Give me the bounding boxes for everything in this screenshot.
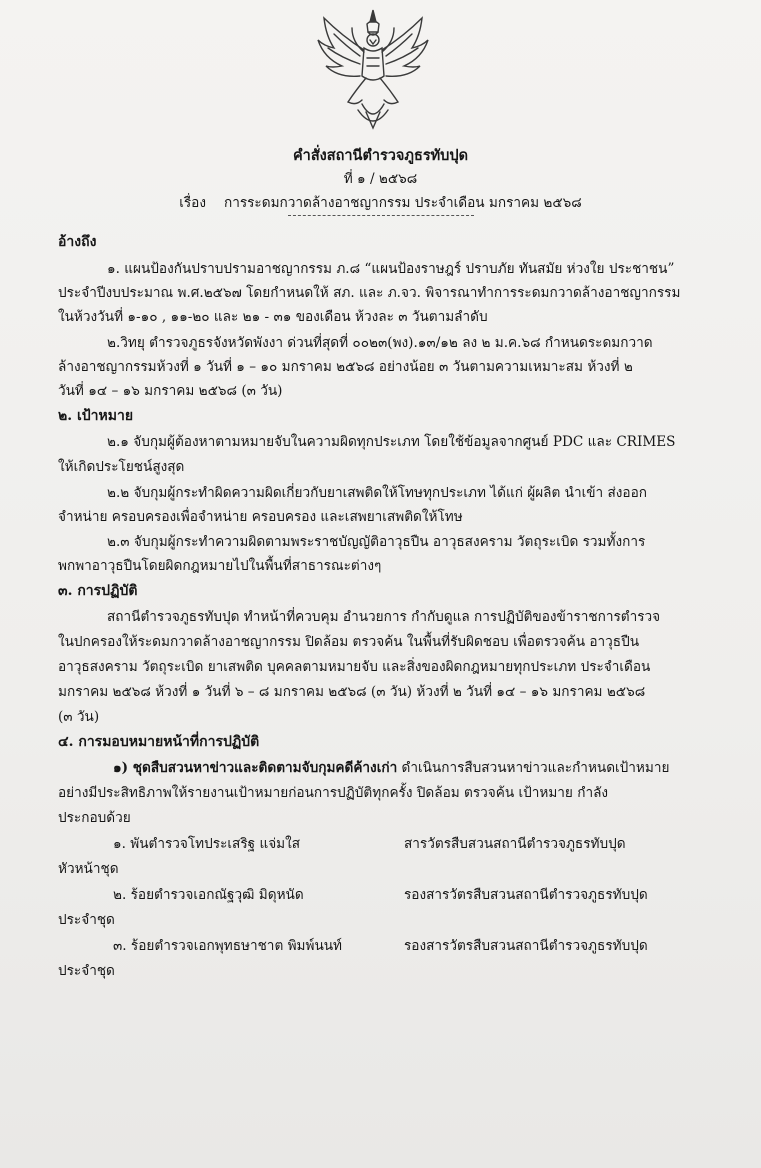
ref-line: ๒.วิทยุ ตำรวจภูธรจังหวัดพังงา ด่วนที่สุดที่ ๐๐๒๓(พง).๑๓/๑๒ ลง ๒ ม.ค.๖๘ กำหนดระดมกวาด: [107, 335, 653, 351]
order-number: ที่ ๑ / ๒๕๖๘: [343, 171, 418, 187]
operation-line: สถานีตำรวจภูธรทับปุด ทำหน้าที่ควบคุม อำนวยการ กำกับดูแล การปฏิบัติของข้าราชการตำรวจ: [107, 609, 661, 625]
order-subject: [0, 191, 761, 213]
member-role: หัวหน้าชุด: [58, 861, 119, 877]
unit-title: ๑) ชุดสืบสวนหาข่าวและติดตามจับกุมคดีค้างเก่า: [113, 760, 398, 776]
operation-line: อาวุธสงคราม วัตถุระเบิด ยาเสพติด บุคคลตามหมายจับ และสิ่งของผิดกฎหมายทุกประเภท ประจำเดือน: [58, 659, 651, 675]
member-name: ๑. พันตำรวจโทประเสริฐ แจ่มใส: [113, 836, 301, 852]
target-line: ๒.๑ จับกุมผู้ต้องหาตามหมายจับในความผิดทุกประเภท โดยใช้ข้อมูลจากศูนย์ PDC และ CRIMES: [107, 434, 676, 450]
member-position: รองสารวัตรสืบสวนสถานีตำรวจภูธรทับปุด: [404, 938, 648, 954]
target-line: จำหน่าย ครอบครองเพื่อจำหน่าย ครอบครอง และเสพยาเสพติดให้โทษ: [58, 509, 463, 525]
header-divider: [288, 215, 474, 216]
operation-line: ในปกครองให้ระดมกวาดล้างอาชญากรรม ปิดล้อม ตรวจค้น ในพื้นที่รับผิดชอบ เพื่อตรวจค้น อาวุธปืน: [58, 634, 639, 650]
target-line: ๒.๓ จับกุมผู้กระทำความผิดตามพระราชบัญญัติอาวุธปืน อาวุธสงคราม วัตถุระเบิด รวมทั้งการ: [107, 534, 646, 550]
assignment-heading: ๔. การมอบหมายหน้าที่การปฏิบัติ: [58, 734, 260, 750]
assignment-line: อย่างมีประสิทธิภาพให้รายงานเป้าหมายก่อนการปฏิบัติทุกครั้ง ปิดล้อม ตรวจค้น เป้าหมาย กำลัง: [58, 785, 609, 801]
operation-line: มกราคม ๒๕๖๘ ห้วงที่ ๑ วันที่ ๖ – ๘ มกราคม ๒๕๖๘ (๓ วัน) ห้วงที่ ๒ วันที่ ๑๔ – ๑๖ มกราคม ๒๕๖๘: [58, 684, 646, 700]
member-position: สารวัตรสืบสวนสถานีตำรวจภูธรทับปุด: [404, 836, 626, 852]
member-position: รองสารวัตรสืบสวนสถานีตำรวจภูธรทับปุด: [404, 887, 648, 903]
member-name: ๓. ร้อยตำรวจเอกพุทธษาชาต พิมพ์นนท์: [113, 938, 343, 954]
ref-line: ประจำปีงบประมาณ พ.ศ.๒๕๖๗ โดยกำหนดให้ สภ. และ ภ.จว. พิจารณาทำการระดมกวาดล้างอาชญากรรม: [58, 285, 681, 301]
assignment-line: ประกอบด้วย: [58, 810, 131, 826]
ref-line: ล้างอาชญากรรมห้วงที่ ๑ วันที่ ๑ – ๑๐ มกราคม ๒๕๖๘ อย่างน้อย ๓ วันตามความเหมาะสม ห้วงที่ ๒: [58, 359, 633, 375]
member-name: ๒. ร้อยตำรวจเอกณัฐวุฒิ มิดุหนัด: [113, 887, 304, 903]
ref-line: ในห้วงวันที่ ๑-๑๐ , ๑๑-๒๐ และ ๒๑ - ๓๑ ของเดือน ห้วงละ ๓ วันตามลำดับ: [58, 309, 488, 325]
target-line: ให้เกิดประโยชน์สูงสุด: [58, 459, 185, 475]
ref-heading: อ้างถึง: [58, 234, 97, 250]
operation-line: (๓ วัน): [58, 709, 100, 725]
subject-text: การระดมกวาดล้างอาชญากรรม ประจำเดือน มกราคม ๒๕๖๘: [223, 195, 582, 211]
subject-label: เรื่อง: [179, 195, 206, 211]
unit-text: ดำเนินการสืบสวนหาข่าวและกำหนดเป้าหมาย: [397, 760, 670, 776]
unit-line: [113, 759, 669, 777]
garuda-emblem-icon: [312, 6, 434, 134]
member-role: ประจำชุด: [58, 963, 115, 979]
target-line: พกพาอาวุธปืนโดยผิดกฎหมายไปในพื้นที่สาธารณะต่างๆ: [58, 558, 382, 574]
order-title: คำสั่งสถานีตำรวจภูธรทับปุด: [292, 147, 469, 164]
target-line: ๒.๒ จับกุมผู้กระทำผิดความผิดเกี่ยวกับยาเสพติดให้โทษทุกประเภท ได้แก่ ผู้ผลิต นำเข้า ส่งออก: [107, 485, 647, 501]
ref-line: วันที่ ๑๔ – ๑๖ มกราคม ๒๕๖๘ (๓ วัน): [58, 383, 283, 399]
ref-line: ๑. แผนป้องกันปราบปรามอาชญากรรม ภ.๘ “แผนป้องราษฎร์ ปราบภัย ทันสมัย ห่วงใย ประชาชน”: [107, 261, 675, 277]
target-heading: ๒. เป้าหมาย: [58, 408, 134, 424]
member-role: ประจำชุด: [58, 912, 115, 928]
operation-heading: ๓. การปฏิบัติ: [58, 583, 138, 599]
